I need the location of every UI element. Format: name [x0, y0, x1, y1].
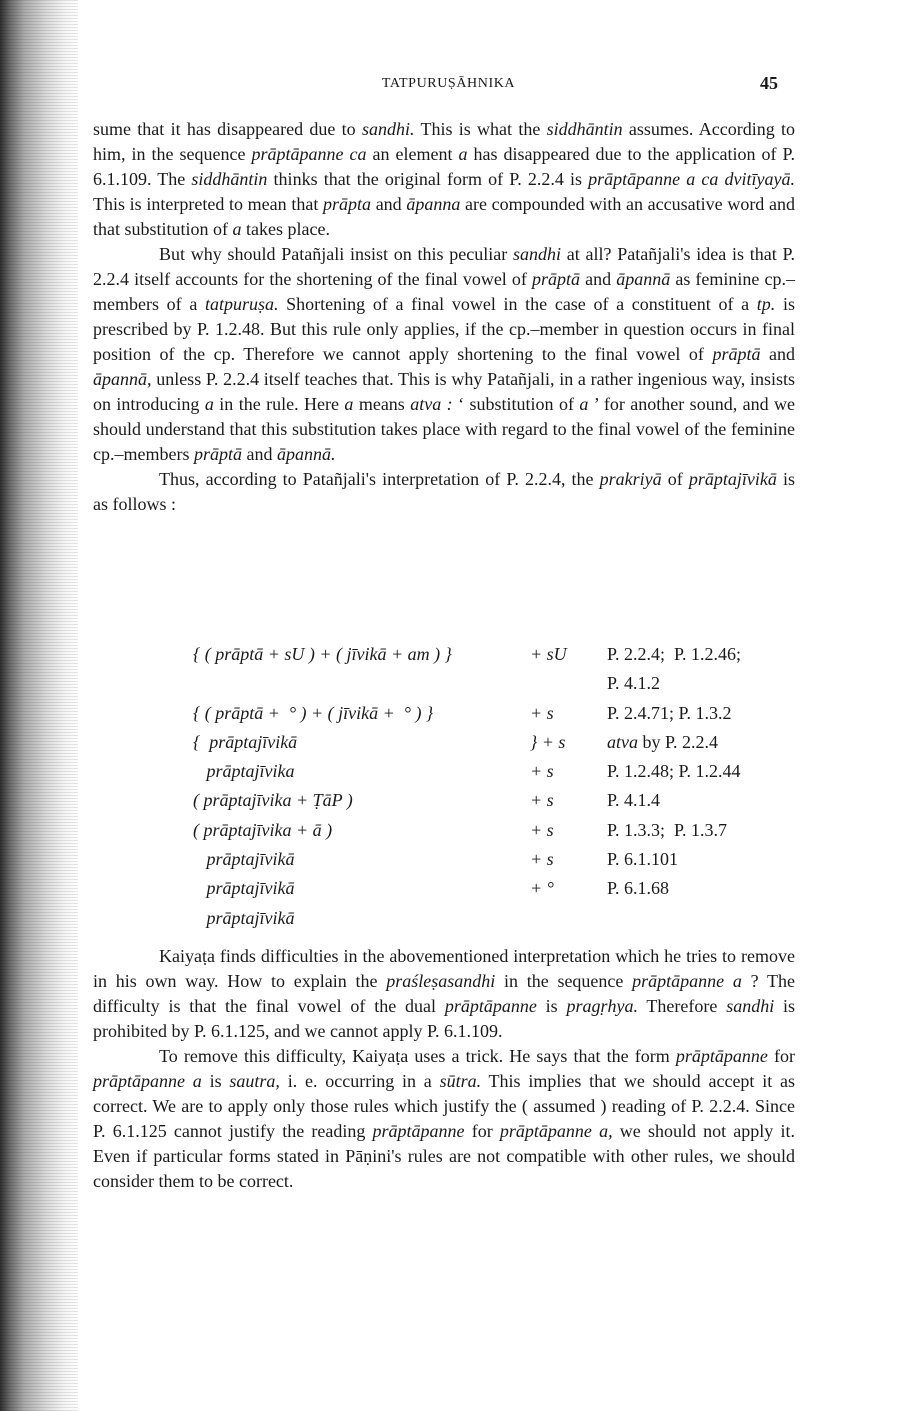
text-run: tatpuruṣa.	[204, 294, 279, 314]
text-run: ‘ substitution of	[452, 394, 580, 414]
text-run: atva :	[410, 394, 453, 414]
text-run: Thus, according to Patañjali's interpretation of P. 2.2.4, the	[159, 469, 600, 489]
prakriya-form: ( prāptajīvika + ā )	[193, 819, 333, 840]
text-run: thinks that the original form of P. 2.2.4 is	[267, 169, 589, 189]
page-header	[0, 73, 897, 98]
text-run: prakriyā	[599, 469, 662, 489]
prakriya-suffix: + s	[530, 819, 554, 840]
body-text-top	[93, 117, 795, 517]
prakriya-rule: atva by P. 2.2.4	[607, 731, 719, 752]
text-run: But why should Patañjali insist on this peculiar	[159, 244, 514, 264]
prakriya-row	[193, 818, 807, 847]
text-run: āpannā.	[276, 444, 336, 464]
text-run: is	[201, 1071, 230, 1091]
prakriya-suffix	[530, 906, 607, 935]
prakriya-form: ( prāptajīvika + ṬāP )	[193, 790, 353, 811]
text-run: prāptāpanne	[675, 1046, 768, 1066]
prakriya-suffix: + s	[530, 761, 554, 782]
prakriya-rule: P. 6.1.101	[607, 849, 679, 870]
text-run: an element	[366, 144, 459, 164]
paragraph-3	[93, 467, 795, 517]
text-run: is prescribed by P. 1.2.48. But this rule only applies, if the cp.–member in question occurs in final position of the cp. Therefore we cannot apply shortening to the final vowel of	[93, 294, 795, 364]
prakriya-row	[193, 730, 807, 759]
text-run: assumes. According to him, in the sequence	[93, 119, 795, 164]
text-run: and	[760, 344, 795, 364]
text-run: prāptāpanne a	[93, 1071, 202, 1091]
text-run: i. e. occurring in a	[279, 1071, 440, 1091]
prakriya-row	[193, 642, 807, 671]
text-run: sandhi.	[361, 119, 415, 139]
text-run: prāptāpanne a	[632, 971, 742, 991]
text-run: Kaiyaṭa finds difficulties in the abovementioned interpretation which he tries to remove in his own way. How to explain the	[93, 946, 795, 991]
prakriya-rule: P. 4.1.2	[607, 673, 661, 694]
prakriya-row	[193, 788, 807, 817]
text-run: prāptāpanne a ca dvitīyayā.	[588, 169, 795, 189]
text-run: āpannā	[616, 269, 671, 289]
prakriya-suffix: + s	[530, 702, 554, 723]
text-run: This implies that we should accept it as correct. We are to apply only those rules which justify the ( assumed ) reading of P. 2.2.4. Since P. 6.1.125 cannot justify the reading	[93, 1071, 796, 1141]
text-run: To remove this difficulty, Kaiyaṭa uses a trick. He says that the form	[159, 1046, 676, 1066]
prakriya-form: { prāptajīvikā	[193, 731, 298, 752]
text-run: āpanna	[406, 194, 461, 214]
text-run: in the sequence	[495, 971, 633, 991]
paragraph-5	[93, 1044, 795, 1194]
paragraph-1	[93, 117, 795, 242]
running-title: TATPURUṢĀHNIKA	[381, 76, 516, 91]
prakriya-form: prāptajīvikā	[193, 878, 295, 899]
prakriya-form: { ( prāptā + sU ) + ( jīvikā + am ) }	[193, 644, 452, 664]
text-run: a	[344, 394, 354, 414]
prakriya-rule: P. 1.2.48; P. 1.2.44	[607, 761, 741, 782]
text-run: pragṛhya.	[566, 996, 638, 1016]
body-text-bottom	[93, 944, 795, 1194]
text-run: tp.	[756, 294, 776, 314]
text-run: takes place.	[241, 219, 330, 239]
prakriya-suffix: + s	[530, 849, 554, 870]
text-run: is prohibited by P. 6.1.125, and we cannot apply P. 6.1.109.	[93, 996, 796, 1041]
scanned-page-edge	[0, 0, 78, 1411]
text-run: prāptā	[712, 344, 761, 364]
text-run: prāptajīvikā	[688, 469, 777, 489]
text-run: in the rule. Here	[213, 394, 345, 414]
text-run: is	[536, 996, 567, 1016]
prakriya-suffix	[530, 671, 607, 700]
text-run: a	[204, 394, 214, 414]
text-run: āpannā,	[93, 369, 152, 389]
text-run: and	[371, 194, 407, 214]
text-run: ’ for another sound, and we should understand that this substitution takes place with regard to the final vowel of the feminine cp.–members	[93, 394, 796, 464]
text-run: prāptāpanne	[444, 996, 537, 1016]
prakriya-form: { ( prāptā + ° ) + ( jīvikā + ° ) }	[193, 702, 434, 723]
text-run: Therefore	[637, 996, 727, 1016]
text-run: prāpta	[323, 194, 372, 214]
prakriya-rule: P. 4.1.4	[607, 790, 661, 811]
text-run: and	[580, 269, 617, 289]
text-run: are compounded with an accusative word and that substitution of	[93, 194, 795, 239]
text-run: a	[232, 219, 242, 239]
text-run: is as follows :	[93, 469, 795, 514]
paragraph-2	[93, 242, 795, 467]
text-run: prāptāpanne a,	[499, 1121, 613, 1141]
prakriya-form	[193, 671, 530, 700]
prakriya-row	[193, 876, 807, 905]
text-run: siddhāntin	[191, 169, 268, 189]
text-run: prāptā	[532, 269, 581, 289]
text-run: prāptā	[193, 444, 242, 464]
text-run: unless P. 2.2.4 itself teaches that. This is why Patañjali, in a rather ingenious way, insists on introducing	[93, 369, 795, 414]
prakriya-form: prāptajīvika	[193, 761, 295, 782]
text-run: praśleṣasandhi	[386, 971, 496, 991]
page-number: 45	[760, 73, 778, 93]
text-run: for	[767, 1046, 795, 1066]
prakriya-form: prāptajīvikā	[193, 907, 295, 928]
text-run: sume that it has disappeared due to	[93, 119, 362, 139]
prakriya-rule: P. 2.2.4; P. 1.2.46;	[607, 644, 742, 664]
prakriya-row	[193, 759, 807, 788]
text-run: siddhāntin	[546, 119, 623, 139]
prakriya-suffix: + °	[530, 878, 554, 899]
prakriya-row	[193, 906, 807, 935]
text-run: a	[458, 144, 468, 164]
text-run: ? The difficulty is that the final vowel of the dual	[93, 971, 796, 1016]
text-run: means	[353, 394, 411, 414]
text-run: prāptāpanne ca	[251, 144, 367, 164]
prakriya-rule: P. 1.3.3; P. 1.3.7	[607, 819, 728, 840]
prakriya-form: prāptajīvikā	[193, 849, 295, 870]
prakriya-table	[193, 642, 807, 935]
text-run: as feminine cp.–members of a	[93, 269, 795, 314]
prakriya-suffix: } + s	[530, 731, 566, 752]
text-run: and	[241, 444, 277, 464]
text-run: a	[579, 394, 589, 414]
prakriya-row	[193, 671, 807, 700]
text-run: we should not apply it. Even if particular forms stated in Pāṇini's rules are not compatible with other rules, we should consider them to be correct.	[93, 1121, 795, 1191]
text-run: This is interpreted to mean that	[93, 194, 323, 214]
text-run: at all? Patañjali's idea is that P. 2.2.4 itself accounts for the shortening of the final vowel of	[93, 244, 795, 289]
text-run: sandhi	[513, 244, 562, 264]
prakriya-row	[193, 847, 807, 876]
text-run: sandhi	[726, 996, 775, 1016]
text-run: sautra,	[229, 1071, 280, 1091]
prakriya-row	[193, 701, 807, 730]
text-run: has disappeared due to the application of P. 6.1.109. The	[93, 144, 795, 189]
text-run: of	[661, 469, 689, 489]
text-run: This is what the	[414, 119, 547, 139]
paragraph-4	[93, 944, 795, 1044]
prakriya-suffix: + sU	[530, 644, 567, 664]
prakriya-rule: P. 6.1.68	[607, 878, 670, 899]
text-run: prāptāpanne	[372, 1121, 465, 1141]
text-run: sūtra.	[439, 1071, 482, 1091]
prakriya-suffix: + s	[530, 790, 554, 811]
text-run: for	[464, 1121, 500, 1141]
prakriya-rule	[607, 906, 807, 935]
prakriya-rule: P. 2.4.71; P. 1.3.2	[607, 702, 732, 723]
text-run: Shortening of a final vowel in the case of a constituent of a	[278, 294, 757, 314]
